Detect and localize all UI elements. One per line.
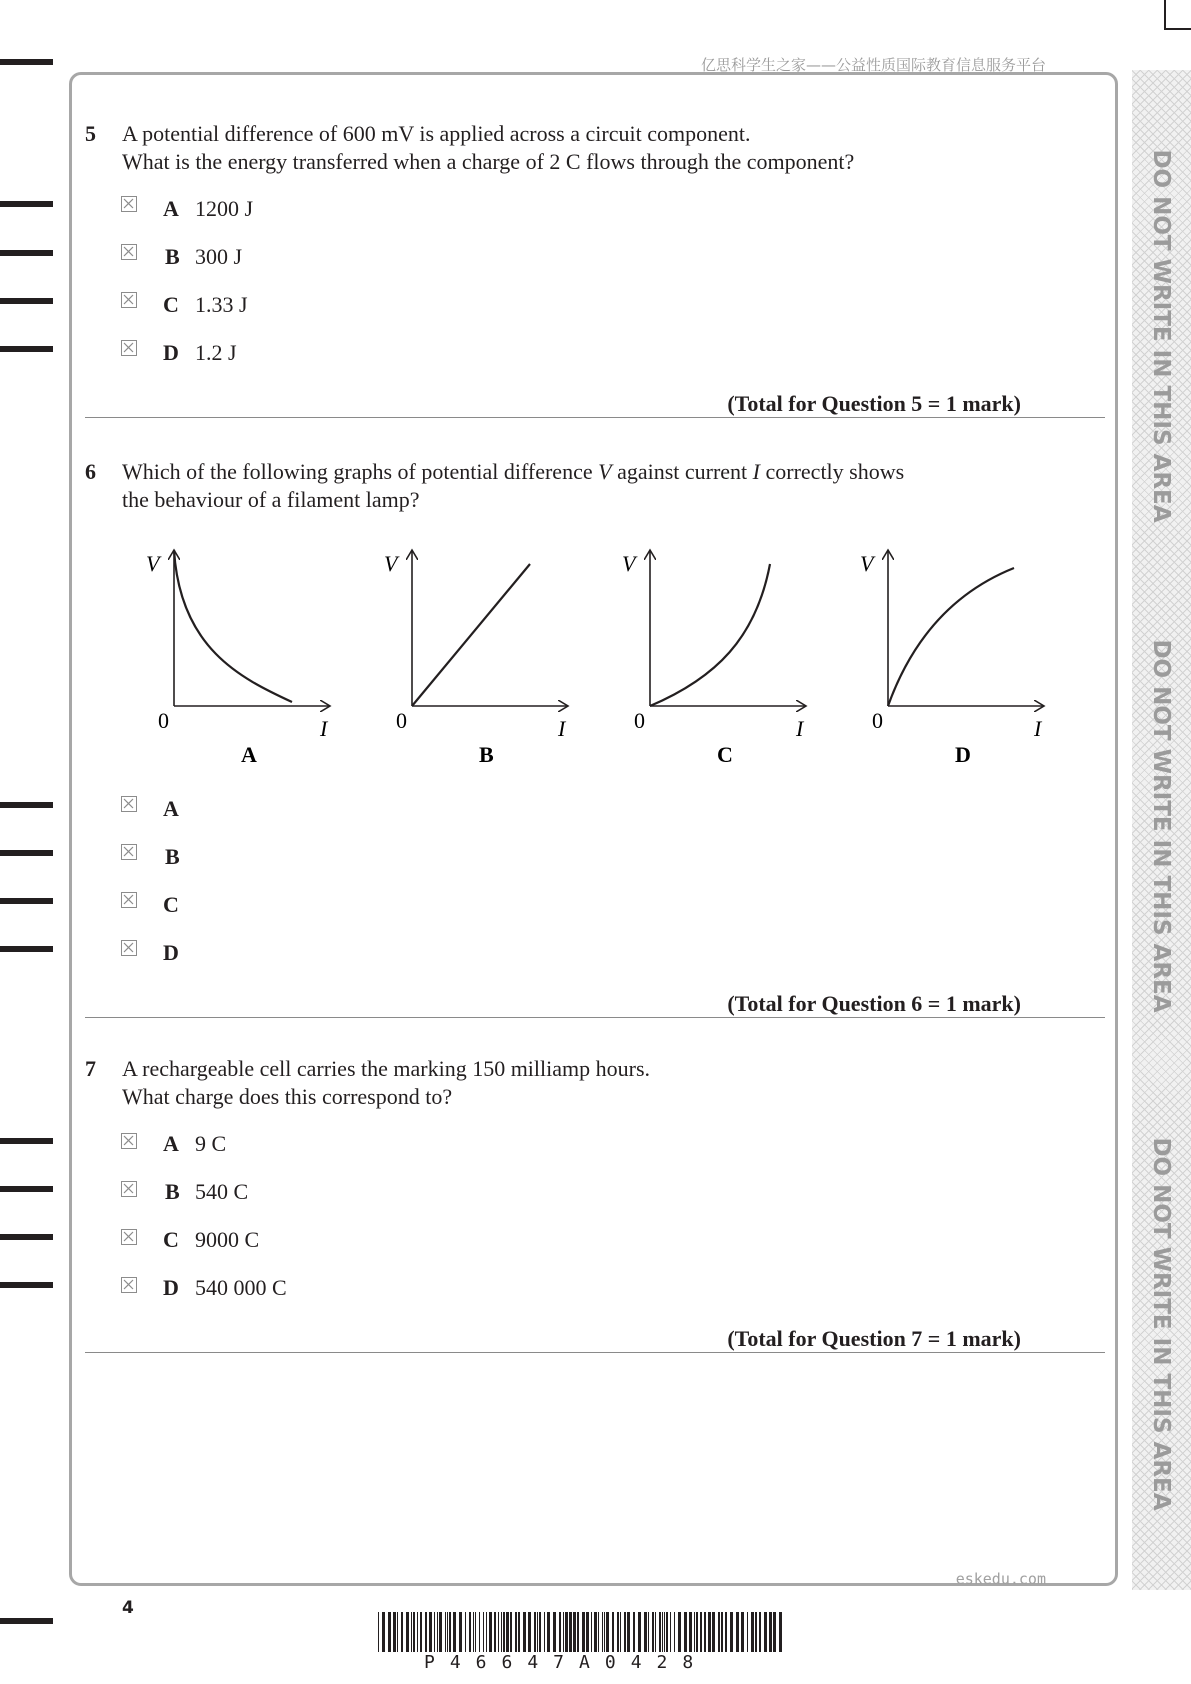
graph-b-origin: 0 (396, 708, 407, 733)
barcode-bar (620, 1612, 621, 1652)
question-5-option-b-letter: B (165, 244, 180, 269)
question-6-option-d-checkbox[interactable] (121, 940, 137, 956)
barcode-bar (483, 1612, 484, 1652)
barcode-bar (518, 1612, 520, 1652)
barcode-bar (582, 1612, 585, 1652)
question-6-line-1: Which of the following graphs of potential difference V against current I correctly shows (122, 459, 905, 484)
barcode-bar (547, 1612, 550, 1652)
question-divider (85, 417, 1105, 418)
variable-i: I (752, 459, 760, 484)
barcode-bar (700, 1612, 702, 1652)
barcode-bar (449, 1612, 451, 1652)
timing-mark (0, 850, 53, 856)
question-5-option-d-value: 1.2 J (195, 340, 237, 365)
page-number: 4 (122, 1598, 134, 1618)
barcode-bar (652, 1612, 654, 1652)
header-site-text: 亿思科学生之家——公益性质国际教育信息服务平台 (700, 56, 1046, 74)
question-7-option-c-letter: C (163, 1227, 179, 1252)
graph-b-x-label: I (558, 716, 566, 741)
barcode-bar (624, 1612, 626, 1652)
barcode-bar (684, 1612, 687, 1652)
barcode-bar (755, 1612, 757, 1652)
question-5-option-d-letter: D (163, 340, 179, 365)
barcode-bar (602, 1612, 603, 1652)
barcode-bar (473, 1612, 474, 1652)
barcode-bar (591, 1612, 592, 1652)
barcode-bar (604, 1612, 605, 1652)
question-7-option-b-value: 540 C (195, 1179, 249, 1204)
question-5-option-c-checkbox[interactable] (121, 292, 137, 308)
barcode-bar (633, 1612, 635, 1652)
barcode-bar (708, 1612, 711, 1652)
barcode-bar (694, 1612, 695, 1652)
graph-c-label: C (717, 742, 733, 767)
barcode-bar (429, 1612, 432, 1652)
barcode-bar (736, 1612, 739, 1652)
question-7-option-c-value: 9000 C (195, 1227, 260, 1252)
barcode-bar (759, 1612, 761, 1652)
barcode-bar (696, 1612, 698, 1652)
barcode-bar (655, 1612, 656, 1652)
graph-d-curve (888, 568, 1014, 706)
barcode-bar (434, 1612, 435, 1652)
question-7-option-d-value: 540 000 C (195, 1275, 287, 1300)
question-5-option-c-letter: C (163, 292, 179, 317)
graph-d-origin: 0 (872, 708, 883, 733)
barcode-bar (606, 1612, 609, 1652)
barcode-bar (751, 1612, 754, 1652)
question-5-number: 5 (85, 121, 96, 146)
barcode-bar (413, 1612, 415, 1652)
question-7-option-d-checkbox[interactable] (121, 1277, 137, 1293)
barcode-bar (503, 1612, 505, 1652)
question-7-option-a-checkbox[interactable] (121, 1133, 137, 1149)
barcode-bar (439, 1612, 442, 1652)
barcode-bar (662, 1612, 663, 1652)
barcode-bar (586, 1612, 589, 1652)
graph-a (146, 550, 330, 767)
graph-a-curve (174, 550, 292, 702)
graph-c-x-label: I (796, 716, 804, 741)
question-5-option-d-checkbox[interactable] (121, 340, 137, 356)
timing-mark (0, 802, 53, 808)
barcode-bar (534, 1612, 536, 1652)
question-6-total: (Total for Question 6 = 1 mark) (727, 991, 1021, 1016)
barcode-bar (764, 1612, 767, 1652)
graph-c-origin: 0 (634, 708, 645, 733)
timing-mark (0, 298, 53, 304)
barcode-bar (577, 1612, 579, 1652)
question-7-number: 7 (85, 1056, 96, 1081)
barcode-bar (638, 1612, 641, 1652)
question-5-line-2: What is the energy transferred when a charge of 2 C flows through the component? (122, 149, 855, 174)
barcode-bar (725, 1612, 727, 1652)
timing-mark (0, 1138, 53, 1144)
timing-mark (0, 250, 53, 256)
question-6-option-b-checkbox[interactable] (121, 844, 137, 860)
barcode-bar (459, 1612, 462, 1652)
graph-c-y-label: V (622, 551, 636, 576)
vi-graphs (130, 538, 1090, 778)
barcode-bar (712, 1612, 715, 1652)
barcode-bar (437, 1612, 438, 1652)
barcode-bar (425, 1612, 427, 1652)
barcode-bar (747, 1612, 748, 1652)
graph-b-y-label: V (384, 551, 398, 576)
barcode-bar (689, 1612, 692, 1652)
barcode-bar (420, 1612, 422, 1652)
barcode-bar (718, 1612, 720, 1652)
graph-a-x-label: I (320, 716, 328, 741)
timing-mark (0, 59, 53, 65)
question-7-option-b-letter: B (165, 1179, 180, 1204)
timing-mark (0, 1618, 53, 1624)
barcode-bar (401, 1612, 403, 1652)
barcode-bar (498, 1612, 499, 1652)
question-5-option-a-value: 1200 J (195, 196, 254, 221)
barcode-bar (670, 1612, 671, 1652)
question-6-option-b-letter: B (165, 844, 180, 869)
graph-d-x-label: I (1034, 716, 1042, 741)
question-6-option-d-letter: D (163, 940, 179, 965)
barcode-bar (594, 1612, 597, 1652)
barcode (376, 1612, 810, 1652)
barcode-bar (674, 1612, 675, 1652)
barcode-bar (779, 1612, 782, 1652)
question-5-total: (Total for Question 5 = 1 mark) (727, 391, 1021, 416)
question-7-total: (Total for Question 7 = 1 mark) (727, 1326, 1021, 1351)
barcode-bar (559, 1612, 561, 1652)
footer-url: eskedu.com (955, 1570, 1046, 1588)
graph-a-label: A (241, 742, 257, 767)
question-6-option-a-checkbox[interactable] (121, 796, 137, 812)
barcode-bar (769, 1612, 772, 1652)
barcode-bar (388, 1612, 391, 1652)
barcode-bar (406, 1612, 409, 1652)
question-7-option-d-letter: D (163, 1275, 179, 1300)
graph-a-origin: 0 (158, 708, 169, 733)
graph-c (622, 550, 806, 767)
barcode-bar (704, 1612, 706, 1652)
timing-mark (0, 1282, 53, 1288)
timing-mark (0, 1186, 53, 1192)
barcode-bar (494, 1612, 496, 1652)
barcode-bar (612, 1612, 614, 1652)
question-6-option-a-letter: A (163, 796, 179, 821)
barcode-bar (397, 1612, 398, 1652)
barcode-bar (501, 1612, 502, 1652)
barcode-bar (569, 1612, 572, 1652)
timing-mark (0, 346, 53, 352)
question-5-option-a-checkbox[interactable] (121, 196, 137, 212)
timing-mark (0, 898, 53, 904)
question-7-option-b-checkbox[interactable] (121, 1181, 137, 1197)
graph-b-curve (412, 564, 530, 706)
question-6-line-2: the behaviour of a filament lamp? (122, 487, 420, 512)
barcode-bar (537, 1612, 538, 1652)
barcode-bar (721, 1612, 723, 1652)
question-6-option-c-checkbox[interactable] (121, 892, 137, 908)
barcode-bar (598, 1612, 599, 1652)
graph-d-label: D (955, 742, 971, 767)
question-5-line-1: A potential difference of 600 mV is applied across a circuit component. (122, 121, 751, 146)
question-5-option-a-letter: A (163, 196, 179, 221)
barcode-bar (486, 1612, 487, 1652)
graph-b-label: B (479, 742, 494, 767)
barcode-bar (378, 1612, 379, 1652)
question-6-option-c-letter: C (163, 892, 179, 917)
graph-d (860, 550, 1044, 767)
barcode-bar (659, 1612, 661, 1652)
question-7-option-a-letter: A (163, 1131, 179, 1156)
barcode-bar (741, 1612, 744, 1652)
question-7-line-1: A rechargeable cell carries the marking 150 milliamp hours. (122, 1056, 651, 1081)
question-divider (85, 1017, 1105, 1018)
question-5-option-b-value: 300 J (195, 244, 243, 269)
barcode-bar (627, 1612, 630, 1652)
barcode-text: P46647A0428 (424, 1652, 709, 1673)
timing-mark (0, 946, 53, 952)
barcode-bar (393, 1612, 396, 1652)
barcode-bar (544, 1612, 545, 1652)
barcode-bar (773, 1612, 776, 1652)
crop-mark (1164, 0, 1166, 30)
barcode-bar (553, 1612, 556, 1652)
question-5-option-b-checkbox[interactable] (121, 244, 137, 260)
barcode-bar (510, 1612, 512, 1652)
barcode-bar (730, 1612, 733, 1652)
graph-b (384, 550, 568, 767)
graph-d-y-label: V (860, 551, 874, 576)
barcode-bar (445, 1612, 446, 1652)
barcode-bar (664, 1612, 665, 1652)
barcode-bar (453, 1612, 456, 1652)
timing-mark (0, 1234, 53, 1240)
question-7-option-a-value: 9 C (195, 1131, 227, 1156)
barcode-bar (447, 1612, 448, 1652)
barcode-bar (678, 1612, 681, 1652)
graph-a-y-label: V (146, 551, 160, 576)
barcode-bar (528, 1612, 531, 1652)
graph-c-curve (650, 564, 770, 706)
barcode-bar (489, 1612, 492, 1652)
barcode-bar (666, 1612, 668, 1652)
question-7-line-2: What charge does this correspond to? (122, 1084, 453, 1109)
barcode-bar (573, 1612, 576, 1652)
question-7-option-c-checkbox[interactable] (121, 1229, 137, 1245)
barcode-bar (465, 1612, 466, 1652)
barcode-bar (539, 1612, 541, 1652)
barcode-bar (475, 1612, 476, 1652)
barcode-bar (648, 1612, 649, 1652)
timing-mark (0, 201, 53, 207)
barcode-bar (382, 1612, 385, 1652)
question-6-number: 6 (85, 459, 96, 484)
barcode-bar (506, 1612, 509, 1652)
barcode-bar (515, 1612, 517, 1652)
question-divider (85, 1352, 1105, 1353)
barcode-bar (469, 1612, 471, 1652)
barcode-bar (523, 1612, 526, 1652)
barcode-bar (565, 1612, 568, 1652)
question-5-option-c-value: 1.33 J (195, 292, 248, 317)
barcode-bar (417, 1612, 418, 1652)
barcode-bar (479, 1612, 480, 1652)
crop-mark (1164, 28, 1191, 30)
variable-v: V (598, 459, 612, 484)
barcode-bar (644, 1612, 647, 1652)
barcode-bar (563, 1612, 564, 1652)
barcode-bar (411, 1612, 412, 1652)
barcode-bar (617, 1612, 619, 1652)
